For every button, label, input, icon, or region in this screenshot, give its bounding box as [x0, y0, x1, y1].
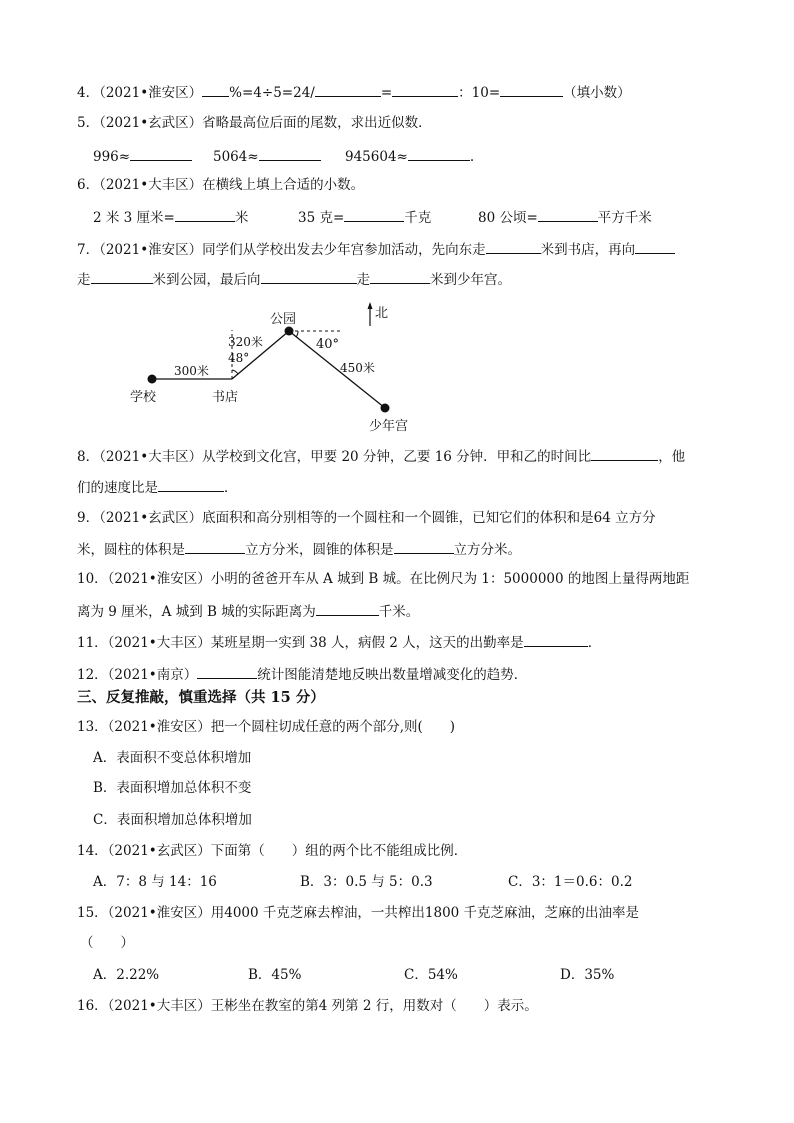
question-5-b	[213, 146, 321, 166]
q6-a-unit: 米	[234, 210, 249, 226]
q9-blank-1[interactable]	[185, 539, 245, 554]
question-6-stem: 6．（2021•大丰区）在横线上填上合适的小数。	[77, 177, 365, 193]
q15-option-a[interactable]: A．2.22%	[93, 967, 160, 983]
q5-c-label: 945604≈	[345, 149, 408, 165]
q9-text-2: 立方分米，圆锥的体积是	[245, 542, 394, 558]
q6-blank-c[interactable]	[538, 207, 598, 222]
question-15-stem: 15．（2021•淮安区）用4000 千克芝麻去榨油，一共榨出1800 千克芝麻油，芝麻的出油率是	[77, 905, 640, 921]
q7-blank-2[interactable]	[635, 239, 675, 254]
q15-option-d[interactable]: D．35%	[560, 967, 615, 983]
q5-blank-c[interactable]	[408, 146, 470, 161]
angle-arc-40	[296, 331, 298, 337]
q7-text-6: 米到少年宫。	[430, 272, 511, 288]
q5-a-label: 996≈	[93, 149, 131, 165]
question-7-line-1	[77, 239, 675, 259]
q4-blank-4[interactable]	[500, 82, 563, 97]
question-4	[77, 82, 631, 102]
q8-text-4: ．	[224, 480, 238, 496]
north-label: 北	[375, 306, 389, 321]
q4-prefix: 4．（2021•淮安区）	[77, 85, 203, 101]
q7-blank-1[interactable]	[486, 239, 541, 254]
question-8-line-1	[77, 446, 685, 466]
school-point	[148, 375, 157, 384]
q4-text-3: ：10=	[458, 85, 501, 101]
angle-48-label: 48°	[228, 351, 250, 365]
question-7-line-2	[77, 269, 511, 289]
q4-blank-1[interactable]	[202, 82, 229, 97]
question-6-b	[298, 207, 431, 227]
q5-end: .	[469, 149, 475, 165]
q8-text-1: 8．（2021•大丰区）从学校到文化宫，甲要 20 分钟，乙要 16 分钟．甲和乙的时间比	[77, 449, 592, 465]
q8-blank-2[interactable]	[158, 477, 224, 492]
question-6-a	[93, 207, 248, 227]
question-6-c	[478, 207, 652, 227]
youth-palace-point	[381, 404, 390, 413]
q6-blank-a[interactable]	[175, 207, 235, 222]
question-16-stem: 16．（2021•大丰区）王彬坐在教室的第4 列第 2 行，用数对（ ）表示。	[77, 998, 538, 1014]
q4-blank-2[interactable]	[315, 82, 381, 97]
question-5-a	[93, 146, 192, 166]
question-10-line-2	[77, 601, 419, 621]
q8-blank-1[interactable]	[591, 446, 658, 461]
question-13-stem: 13．（2021•淮安区）把一个圆柱切成任意的两个部分,则( )	[77, 719, 456, 735]
question-15-paren[interactable]: （ ）	[80, 935, 134, 951]
q12-blank-1[interactable]	[197, 664, 257, 679]
angle-40-label: 40°	[316, 337, 340, 352]
section-3-heading: 三、反复推敲，慎重选择（共 15 分）	[77, 689, 325, 706]
park-label: 公园	[270, 312, 297, 327]
question-12	[77, 664, 527, 684]
q12-text-2: 统计图能清楚地反映出数量增减变化的趋势．	[257, 667, 528, 683]
q7-blank-5[interactable]	[370, 269, 430, 284]
q9-text-1: 米，圆柱的体积是	[77, 542, 185, 558]
youth-palace-label: 少年宫	[369, 419, 409, 434]
q9-blank-2[interactable]	[394, 539, 454, 554]
q12-text-1: 12．（2021•南京）	[77, 667, 198, 683]
q9-text-3: 立方分米。	[453, 542, 521, 558]
question-5-stem: 5．（2021•玄武区）省略最高位后面的尾数，求出近似数．	[77, 115, 432, 131]
q5-blank-b[interactable]	[259, 146, 321, 161]
bookstore-label: 书店	[212, 390, 239, 405]
question-14-stem: 14．（2021•玄武区）下面第（ ）组的两个比不能组成比例．	[77, 843, 468, 859]
q13-option-c[interactable]: C．表面积增加总体积增加	[93, 812, 252, 828]
q14-option-a[interactable]: A．7：8 与 14：16	[93, 874, 217, 890]
q11-text-2: ．	[587, 635, 602, 651]
q4-blank-3[interactable]	[392, 82, 458, 97]
q10-text-1: 离为 9 厘米，A 城到 B 城的实际距离为	[77, 604, 316, 620]
question-8-line-2	[77, 477, 238, 497]
q7-text-2: 米到书店，再向	[540, 242, 636, 258]
distance-450-label: 450米	[340, 361, 375, 375]
distance-300-label: 300米	[174, 364, 209, 378]
distance-320-label: 320米	[228, 335, 263, 349]
park-point	[285, 327, 294, 336]
q6-a-label: 2 米 3 厘米=	[93, 210, 175, 226]
q8-text-3: 们的速度比是	[77, 480, 158, 496]
question-5-c	[345, 146, 474, 166]
q6-b-unit: 千克	[404, 210, 432, 226]
q14-option-c[interactable]: C．3：1＝0.6：0.2	[508, 874, 633, 890]
q7-text-1: 7．（2021•淮安区）同学们从学校出发去少年宫参加活动，先向东走	[77, 242, 486, 258]
q10-blank-1[interactable]	[316, 601, 379, 616]
q13-option-b[interactable]: B．表面积增加总体积不变	[93, 780, 252, 796]
question-11	[77, 632, 601, 652]
q4-text-4: （填小数）	[563, 85, 631, 101]
q4-text-2: =	[380, 85, 393, 101]
q4-text-1: %=4÷5=24/	[229, 85, 315, 101]
q5-b-label: 5064≈	[213, 149, 259, 165]
question-10-line-1: 10．（2021•淮安区）小明的爸爸开车从 A 城到 B 城。在比例尺为 1：5000000 的地图上量得两地距	[77, 571, 690, 587]
angle-arc-48	[232, 370, 238, 374]
q15-option-b[interactable]: B．45%	[248, 967, 302, 983]
q6-b-label: 35 克=	[298, 210, 345, 226]
q6-c-unit: 平方千米	[597, 210, 652, 226]
q7-blank-4[interactable]	[261, 269, 357, 284]
q13-option-a[interactable]: A．表面积不变总体积增加	[93, 750, 252, 766]
route-diagram	[120, 300, 420, 440]
q7-text-3: 走	[77, 272, 91, 288]
question-9-line-2	[77, 539, 521, 559]
q6-c-label: 80 公顷=	[478, 210, 538, 226]
q7-blank-3[interactable]	[91, 269, 153, 284]
q6-blank-b[interactable]	[344, 207, 404, 222]
q11-blank-1[interactable]	[524, 632, 588, 647]
q10-text-2: 千米。	[378, 604, 420, 620]
q7-text-5: 走	[356, 272, 370, 288]
q11-text-1: 11．（2021•大丰区）某班星期一实到 38 人，病假 2 人，这天的出勤率是	[77, 635, 524, 651]
school-label: 学校	[130, 390, 157, 405]
q5-blank-a[interactable]	[130, 146, 192, 161]
north-arrow-head	[368, 302, 373, 309]
q8-text-2: ，他	[658, 449, 686, 465]
q15-option-c[interactable]: C．54%	[404, 967, 458, 983]
q14-option-b[interactable]: B．3：0.5 与 5：0.3	[300, 874, 433, 890]
question-9-line-1: 9．（2021•玄武区）底面积和高分别相等的一个圆柱和一个圆锥，已知它们的体积和是64 立方分	[77, 510, 656, 526]
q7-text-4: 米到公园，最后向	[152, 272, 261, 288]
